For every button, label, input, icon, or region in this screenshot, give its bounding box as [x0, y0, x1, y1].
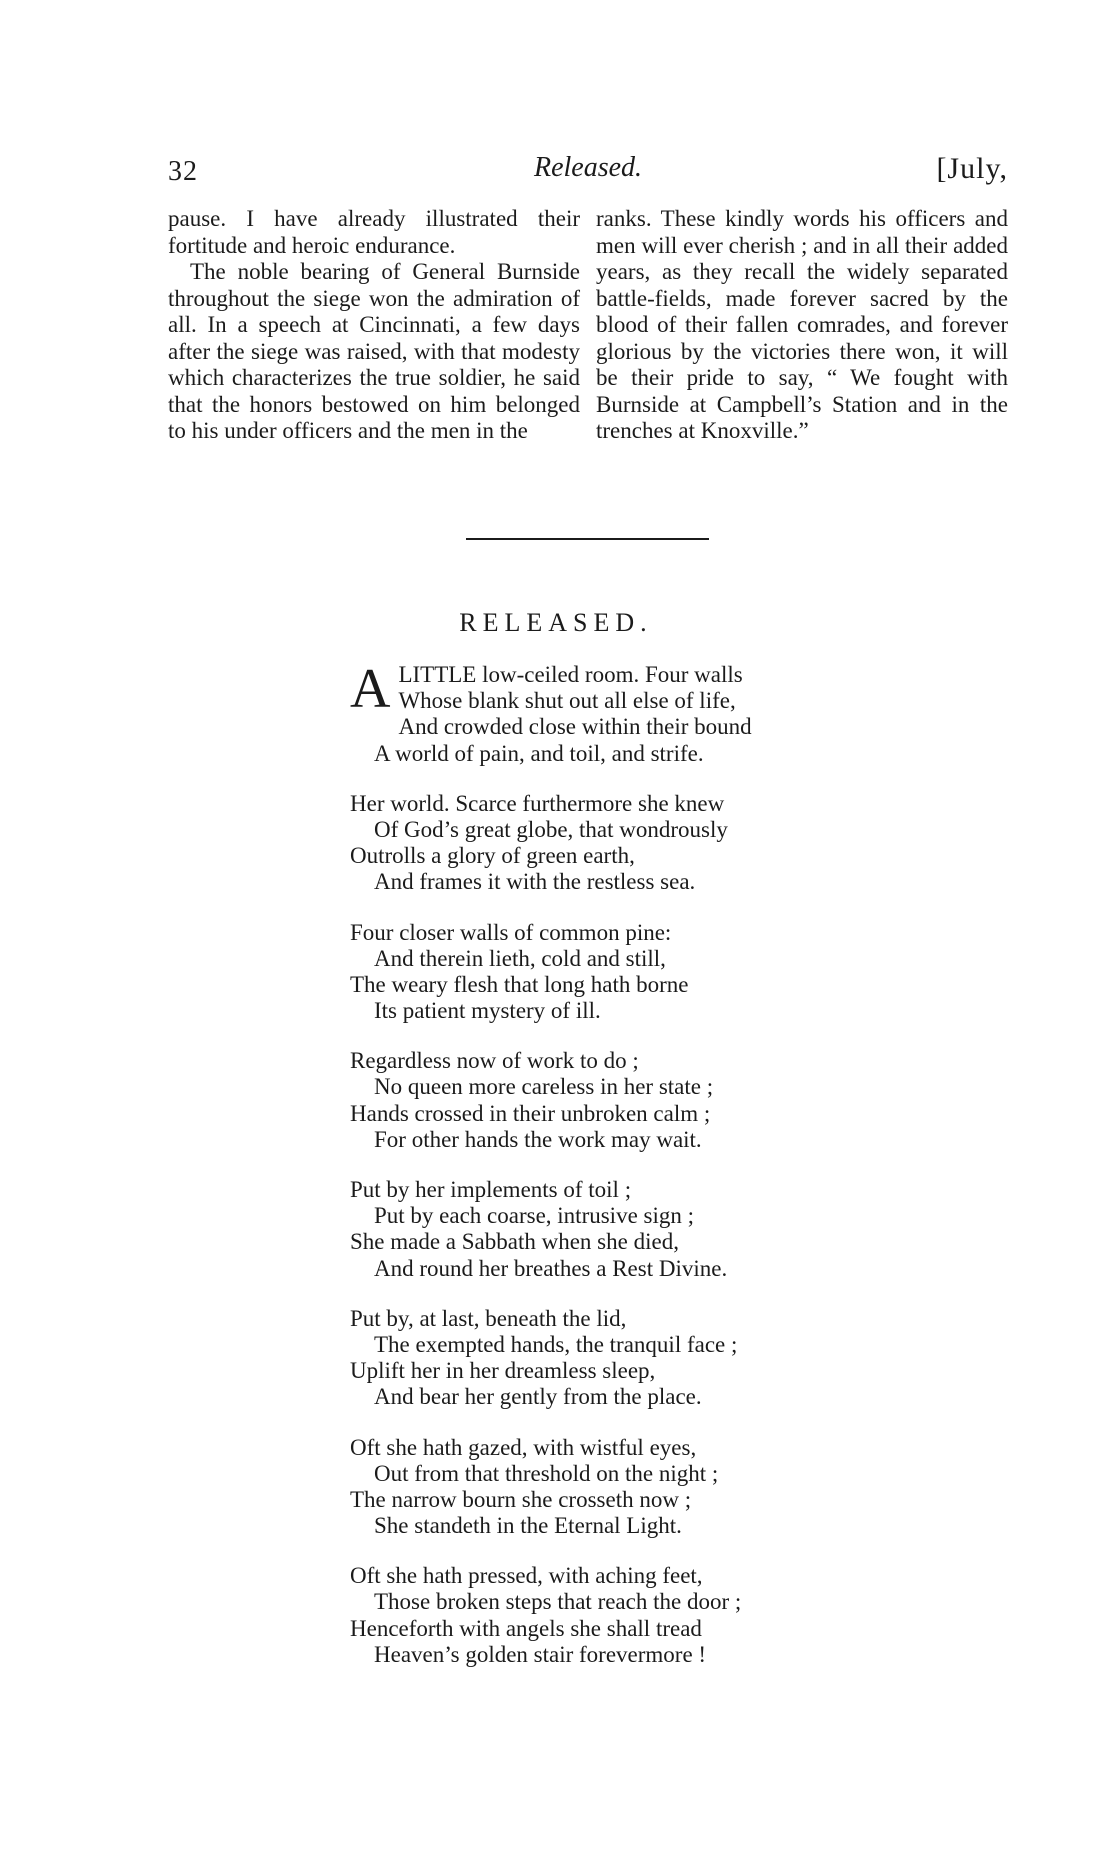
- poem-stanza: [350, 1177, 910, 1282]
- prose-column-left: [168, 206, 580, 445]
- poem-line: The narrow bourn she crosseth now ;: [350, 1486, 692, 1512]
- running-title: Released.: [533, 152, 643, 183]
- poem-line: Uplift her in her dreamless sleep,: [350, 1358, 656, 1384]
- poem-line: Regardless now of work to do ;: [350, 1048, 639, 1074]
- poem-line: Whose blank shut out all else of life,: [398, 688, 736, 714]
- poem-stanza: [350, 920, 910, 1025]
- poem-line: And therein lieth, cold and still,: [374, 945, 666, 971]
- poem-stanza: [350, 1306, 910, 1411]
- poem-stanza: [350, 1563, 910, 1668]
- running-month: [July,: [936, 152, 1008, 185]
- paragraph: The noble bearing of General Burnside throughout the siege won the admiration of all. In a speech at Cincinnati, a few days after the siege was raised, with that modesty which characterizes the true soldier, he said that the honors bestowed on him belonged to his under officers and the men in the: [168, 259, 580, 443]
- page-number: 32: [168, 156, 198, 187]
- poem-line: Henceforth with angels she shall tread: [350, 1615, 702, 1641]
- poem-line: Oft she hath pressed, with aching feet,: [350, 1563, 703, 1589]
- poem-line: She made a Sabbath when she died,: [350, 1229, 679, 1255]
- poem-line: Its patient mystery of ill.: [374, 998, 601, 1024]
- prose-column-right: [596, 206, 1008, 445]
- poem-line: And crowded close within their bound: [398, 714, 752, 740]
- poem-line: A world of pain, and toil, and strife.: [374, 740, 704, 766]
- poem-line: No queen more careless in her state ;: [374, 1074, 714, 1100]
- poem-line: Of God’s great globe, that wondrously: [374, 816, 728, 842]
- poem-line: The exempted hands, the tranquil face ;: [374, 1331, 738, 1357]
- poem-line: Those broken steps that reach the door ;: [374, 1589, 742, 1615]
- poem-stanza: [350, 791, 910, 896]
- poem-line: Out from that threshold on the night ;: [374, 1460, 719, 1486]
- poem-line: Put by her implements of toil ;: [350, 1177, 632, 1202]
- poem-line: The weary flesh that long hath borne: [350, 971, 689, 997]
- poem-stanza: [350, 1435, 910, 1540]
- drop-cap: A: [350, 658, 391, 720]
- poem: [350, 658, 910, 1692]
- poem-line: Put by, at last, beneath the lid,: [350, 1305, 627, 1331]
- poem-line: And bear her gently from the place.: [374, 1384, 702, 1410]
- paragraph: pause. I have already illustrated their fortitude and heroic endurance.: [168, 206, 580, 258]
- poem-line: And frames it with the restless sea.: [374, 869, 696, 895]
- poem-line: Oft she hath gazed, with wistful eyes,: [350, 1434, 697, 1460]
- poem-line: Four closer walls of common pine:: [350, 919, 672, 945]
- poem-line: And round her breathes a Rest Divine.: [374, 1255, 728, 1281]
- poem-line: She standeth in the Eternal Light.: [374, 1513, 682, 1539]
- poem-line: Her world. Scarce furthermore she knew: [350, 790, 725, 816]
- poem-title: RELEASED.: [459, 608, 653, 637]
- paragraph: ranks. These kindly words his officers and men will ever cherish ; and in all their added years, as they recall the widely separated battle-fields, made forever sacred by the blood of their fallen comrades, and forever glorious by the victories there won, it will be their pride to say, “ We fought with Burnside at Campbell’s Station and in the trenches at Knoxville.”: [596, 206, 1008, 443]
- poem-line: LITTLE low-ceiled room. Four walls: [398, 662, 743, 687]
- running-header: [168, 150, 1008, 190]
- poem-line: Outrolls a glory of green earth,: [350, 843, 635, 869]
- poem-line: Hands crossed in their unbroken calm ;: [350, 1100, 711, 1126]
- poem-line: Heaven’s golden stair forevermore !: [374, 1641, 707, 1667]
- poem-line: Put by each coarse, intrusive sign ;: [374, 1203, 695, 1229]
- poem-stanza: [350, 1048, 910, 1153]
- section-divider: [466, 538, 709, 540]
- poem-stanza: [350, 658, 910, 767]
- poem-line: For other hands the work may wait.: [374, 1126, 702, 1152]
